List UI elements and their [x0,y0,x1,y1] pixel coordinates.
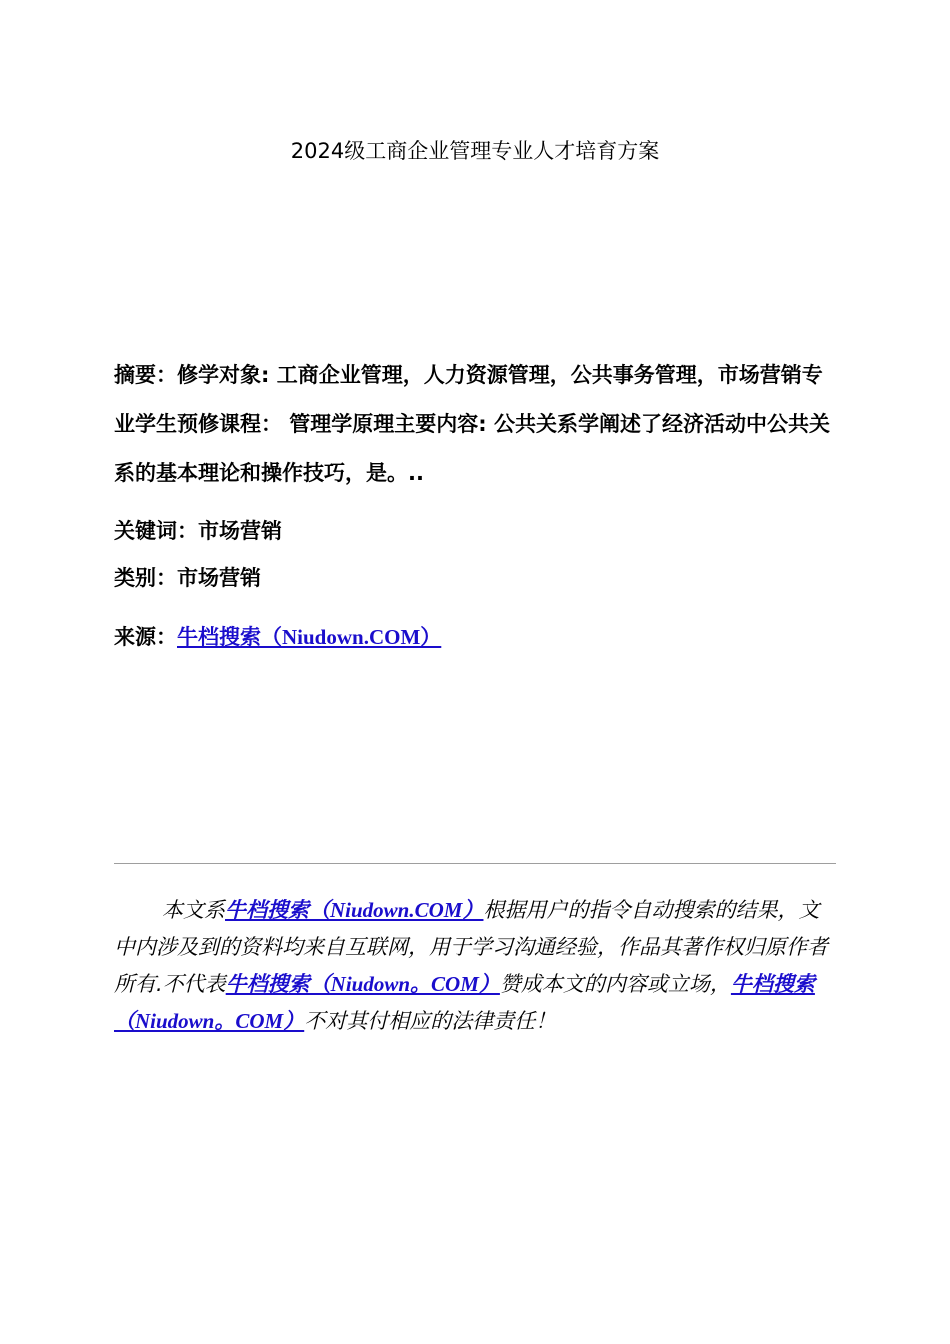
document-title: 2024级工商企业管理专业人才培育方案 [290,139,660,163]
disclaimer-link-1[interactable]: 牛档搜索（Niudown.COM） [225,898,484,922]
keywords-line [114,514,282,548]
category-line [114,561,261,595]
keywords-label: 关键词： [114,519,198,543]
disclaimer-link-2[interactable]: 牛档搜索（Niudown。COM） [225,972,500,996]
abstract-text: 修学对象: 工商企业管理，人力资源管理，公共事务管理，市场营销专业学生预修课程： 管理学原理主要内容: 公共关系学阐述了经济活动中公共关系的基本理论和操作技巧，是。.. [114,363,831,485]
category-value: 市场营销 [177,566,261,590]
disclaimer-text-3: 赞成本文的内容或立场， [499,972,731,996]
divider [114,863,836,864]
disclaimer-text-2: 根据用户的指令自动搜索的结果，文中内涉及到的资料均来自互联网，用于学习沟通经验，作品其著作权归原作者所有.不代表 [114,898,828,996]
keywords-value: 市场营销 [198,519,282,543]
disclaimer-link-3[interactable]: 牛档搜索（Niudown。COM） [114,972,815,1033]
disclaimer-text-1: 本文系 [162,898,225,922]
source-line [114,620,441,654]
category-label: 类别： [114,566,177,590]
abstract-label: 摘要： [114,363,177,387]
source-link[interactable]: 牛档搜索（Niudown.COM） [177,625,442,649]
disclaimer-paragraph [114,892,836,1040]
disclaimer-text-4: 不对其付相应的法律责任！ [304,1009,557,1033]
abstract-paragraph [114,351,836,498]
source-label: 来源： [114,625,177,649]
